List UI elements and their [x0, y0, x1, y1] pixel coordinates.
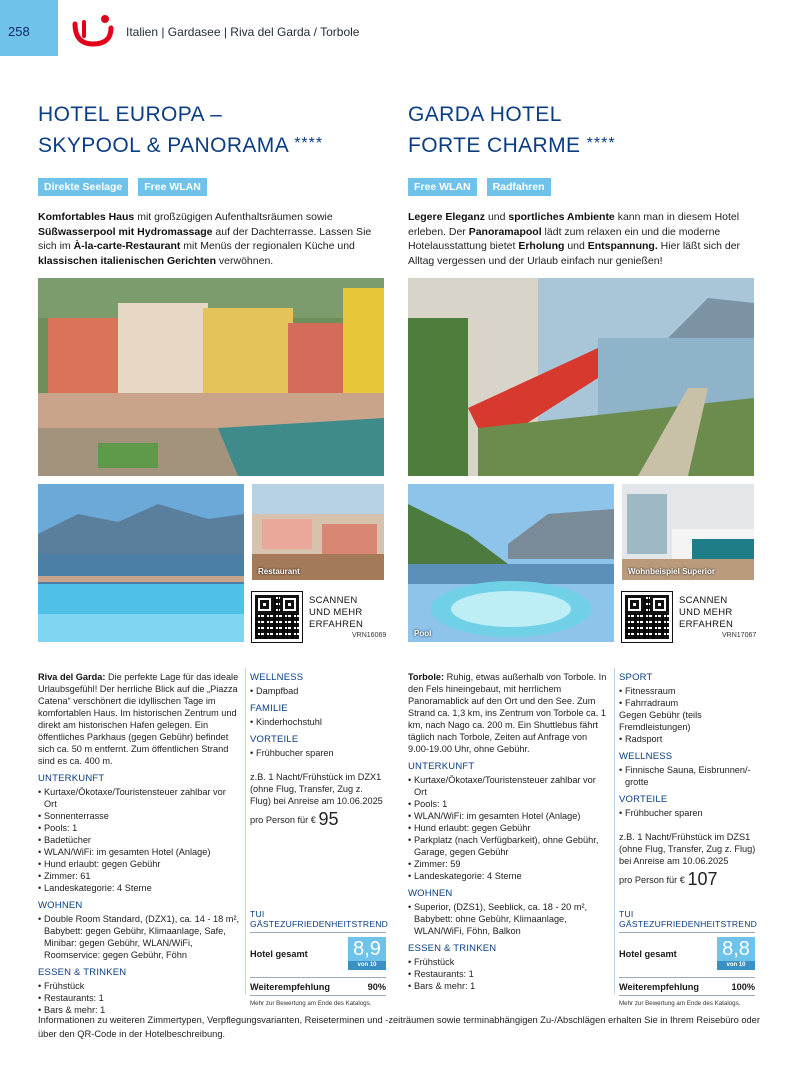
hotel1-extras: WELLNESS • Dampfbad FAMILIE • Kinderhochstuhl VORTEILE • Frühbucher sparen z.B. 1 Nacht/Frühstück im DZX1 (ohne Flug, Transfer, Zug z. Flug) bei Anreise am 10.06.2025 pro Person für € 95: [250, 666, 386, 826]
page-number: 258: [0, 0, 58, 56]
breadcrumb: Italien | Gardasee | Riva del Garda / Torbole: [126, 25, 360, 39]
rating-box: TUI GÄSTEZUFRIEDENHEITSTREND Hotel gesamt 8,8 von 10 Weiterempfehlung 100% Mehr zur Bewertung am Ende des Katalogs.: [619, 909, 758, 1007]
qr-code-icon[interactable]: [252, 592, 302, 642]
photo-riva-town: [38, 278, 384, 476]
section-heading: ESSEN & TRINKEN: [38, 967, 127, 978]
hotel-intro: Komfortables Haus mit großzügigen Aufenthaltsräumen sowie Süßwasserpool mit Hydromassage auf der Dachterrasse. Lassen Sie sich im À-la-carte-Restaurant mit Menüs der regionalen Küche und klassischen italienischen Gerichten verwöhnen.: [38, 211, 372, 267]
qr-cta: SCANNEN UND MEHR ERFAHREN: [679, 595, 734, 630]
qr-reference: VRN17067: [722, 632, 757, 639]
section-heading: WOHNEN: [408, 888, 453, 899]
stars-rating: ****: [294, 135, 324, 152]
section-heading: UNTERKUNFT: [38, 773, 105, 784]
stars-rating: ****: [586, 135, 616, 152]
hotel-intro: Legere Eleganz und sportliches Ambiente kann man in diesem Hotel erleben. Der Panoramapool lädt zum relaxen ein und die moderne Hotelausstattung bietet Erholung und Entspannung. Hier läßt sich der Alltag vergessen und der Urlaub einfach nur genießen!: [408, 211, 741, 267]
hotel-title: GARDA HOTEL FORTE CHARME ****: [408, 103, 616, 157]
photo-room: [622, 484, 754, 580]
badge-seelage: Direkte Seelage: [38, 178, 128, 196]
hotel1-details: [38, 671, 240, 1016]
hotel2-details: [408, 671, 608, 992]
photo-restaurant: [252, 484, 384, 580]
section-heading: FAMILIE: [250, 703, 288, 714]
section-heading: WOHNEN: [38, 900, 83, 911]
qr-code-icon[interactable]: [622, 592, 672, 642]
offer-text: z.B. 1 Nacht/Frühstück im DZX1 (ohne Flug, Transfer, Zug z. Flug) bei Anreise am 10.06.2025: [250, 772, 383, 806]
qr-reference: VRN16069: [352, 632, 387, 639]
rating-box: TUI GÄSTEZUFRIEDENHEITSTREND Hotel gesamt 8,9 von 10 Weiterempfehlung 90% Mehr zur Bewertung am Ende des Katalogs.: [250, 909, 389, 1007]
section-heading: ESSEN & TRINKEN: [408, 943, 497, 954]
section-heading: VORTEILE: [619, 794, 668, 805]
hotel-garda-header: [408, 100, 758, 268]
wohnen-list: • Double Room Standard, (DZX1), ca. 14 - 18 m², Babybett: gegen Gebühr, Klimaanlage, Safe, Minibar: gegen Gebühr, WLAN/WiFi, Roomservice: gegen Gebühr, Föhn: [38, 913, 240, 961]
hotel-title: HOTEL EUROPA – SKYPOOL & PANORAMA ****: [38, 103, 324, 157]
essen-list: • Frühstück • Restaurants: 1 • Bars & mehr: 1: [408, 956, 608, 992]
hotel-europa-header: [38, 100, 388, 268]
price: pro Person für € 95: [250, 809, 339, 829]
image-caption: Wohnbeispiel Superior: [628, 567, 715, 576]
section-heading: VORTEILE: [250, 734, 299, 745]
section-heading: WELLNESS: [250, 672, 304, 683]
photo-hotel-terrace: [408, 278, 754, 476]
photo-skypool: [38, 484, 244, 642]
footer-note: Informationen zu weiteren Zimmertypen, Verpflegungsvarianten, Reiseterminen und -zeiträumen sowie terminabhängigen Zu-/Abschlägen erhalten Sie in Ihrem Reisebüro oder über den QR-Code in der Hotelbeschreibung.: [38, 1015, 760, 1039]
rating-score: 8,8 von 10: [717, 937, 755, 970]
badge-radfahren: Radfahren: [487, 178, 551, 196]
price: pro Person für € 107: [619, 869, 718, 889]
photo-pool: [408, 484, 614, 642]
tui-logo-icon: [72, 14, 114, 48]
qr-cta: SCANNEN UND MEHR ERFAHREN: [309, 595, 364, 630]
badge-wlan: Free WLAN: [408, 178, 477, 196]
image-caption: Pool: [414, 629, 432, 638]
essen-list: • Frühstück • Restaurants: 1 • Bars & mehr: 1: [38, 980, 240, 1016]
location-description: Riva del Garda: Die perfekte Lage für das ideale Urlaubsgefühl! Der herrliche Blick auf die „Piazza Catena“ verschönert die idyllischen Tage im komfortablen Haus. Im historischen Zentrum und direkt am historischen Hafen gelegen. Ein öffentliches Parkhaus (gegen Gebühr) befindet sich ca. 50 m entfernt. Zum öffentlichen Strand sind es ca. 400 m.: [38, 672, 239, 766]
image-caption: Restaurant: [258, 567, 300, 576]
section-heading: WELLNESS: [619, 751, 673, 762]
section-heading: SPORT: [619, 672, 653, 683]
section-heading: UNTERKUNFT: [408, 761, 475, 772]
unterkunft-list: • Kurtaxe/Ökotaxe/Touristensteuer zahlbar vor Ort • Pools: 1 • WLAN/WiFi: im gesamten Hotel (Anlage) • Hund erlaubt: gegen Gebühr • Parkplatz (nach Verfügbarkeit), ohne Gebühr, Garage, gegen Gebühr • Zimmer: 59 • Landeskategorie: 4 Sterne: [408, 774, 608, 882]
wohnen-list: • Superior, (DZS1), Seeblick, ca. 18 - 20 m², Babybett: ohne Gebühr, Klimaanlage, WLAN/WiFi, Föhn, Balkon: [408, 901, 608, 937]
offer-text: z.B. 1 Nacht/Frühstück im DZS1 (ohne Flug, Transfer, Zug z. Flug) bei Anreise am 10.06.2025: [619, 832, 756, 866]
column-divider: [245, 668, 246, 994]
rating-score: 8,9 von 10: [348, 937, 386, 970]
badge-wlan: Free WLAN: [138, 178, 207, 196]
hotel2-extras: SPORT • Fitnessraum • Fahrradraum Gegen Gebühr (teils Fremdleistungen) • Radsport WELLNESS • Finnische Sauna, Eisbrunnen/-grotte VORTEILE • Frühbucher sparen z.B. 1 Nacht/Frühstück im DZS1 (ohne Flug, Transfer, Zug z. Flug) bei Anreise am 10.06.2025 pro Person für € 107: [619, 666, 759, 886]
column-divider: [614, 668, 615, 994]
location-description: Torbole: Ruhig, etwas außerhalb von Torbole. In den Fels hineingebaut, mit herrlichem Panoramablick auf den Ort und den See. Zum Strand ca. 1,3 km, ins Zentrum von Torbole ca. 1 km, nach Nago ca. 200 m. Ein Shuttlebus fährt täglich nach Torbole, Zeiten auf Anfrage von 9.00-19.00 Uhr, ohne Gebühr.: [408, 672, 607, 754]
unterkunft-list: • Kurtaxe/Ökotaxe/Touristensteuer zahlbar vor Ort • Sonnenterrasse • Pools: 1 • Badetücher • WLAN/WiFi: im gesamten Hotel (Anlage) • Hund erlaubt: gegen Gebühr • Zimmer: 61 • Landeskategorie: 4 Sterne: [38, 786, 240, 894]
